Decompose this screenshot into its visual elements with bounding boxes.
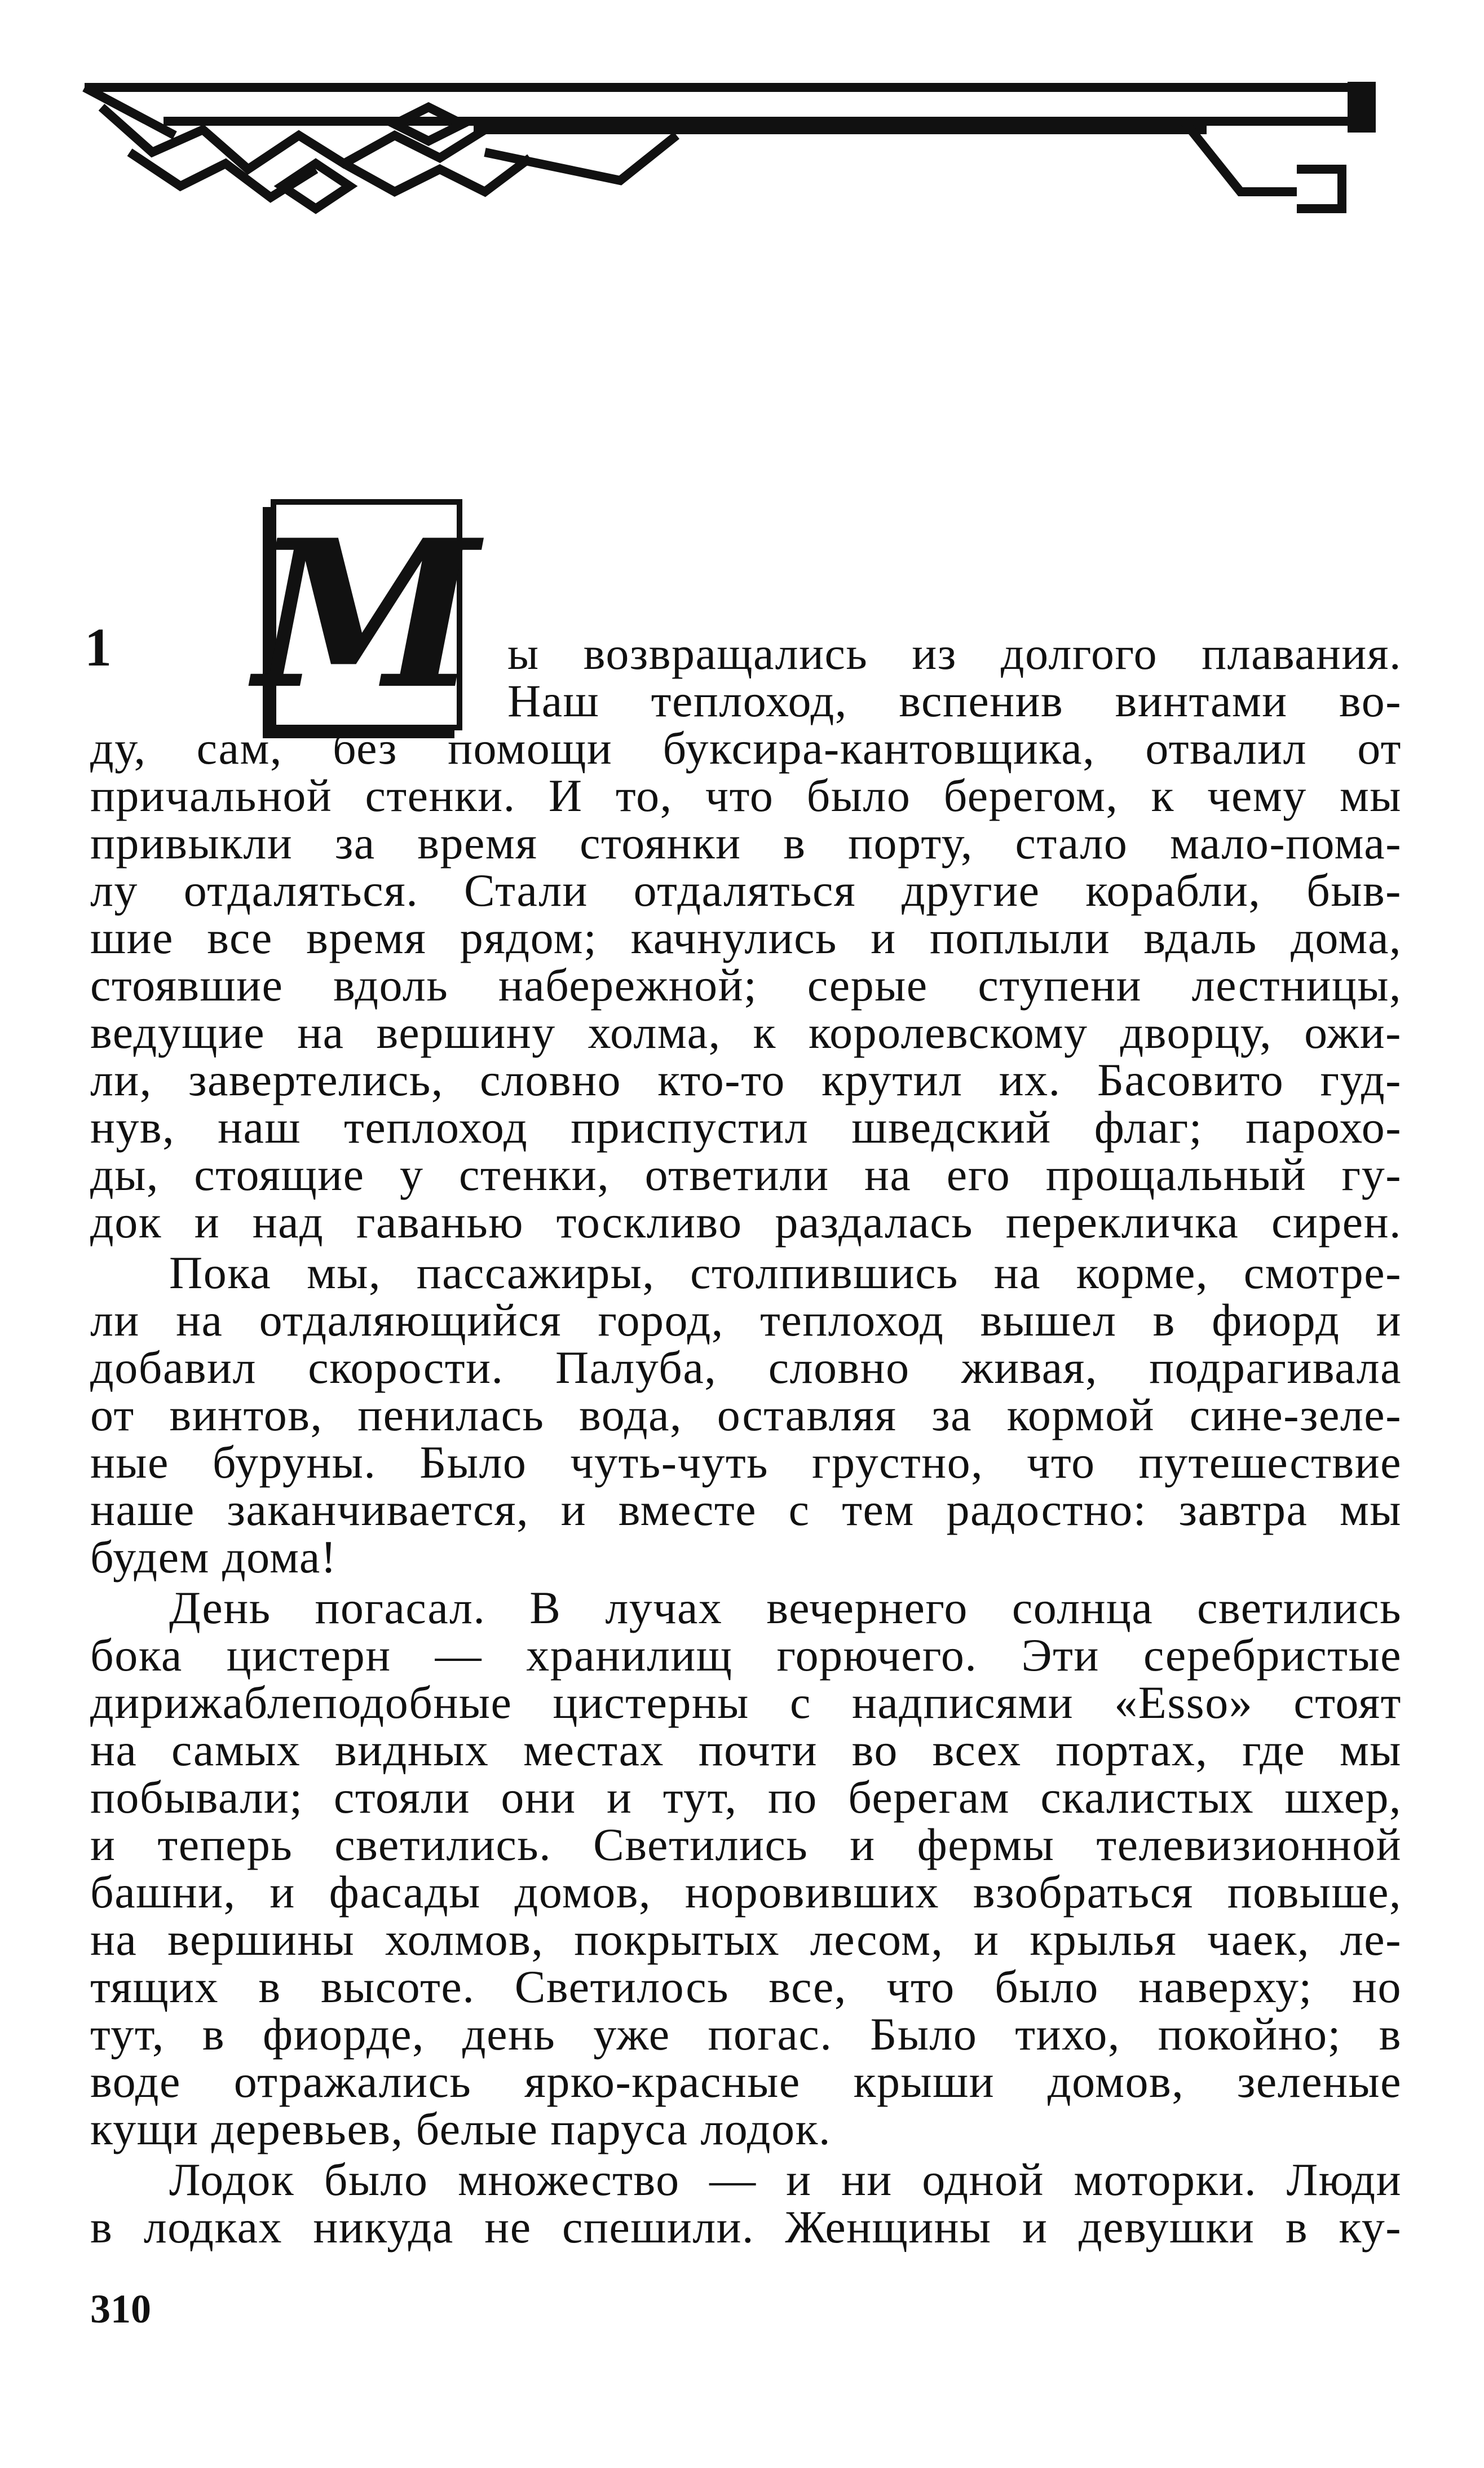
text-line: ли на отдаляющийся город, теплоход вышел в фиорд и (90, 1294, 1402, 1346)
text-line: привыкли за время стоянки в порту, стало мало-пома- (90, 817, 1402, 869)
header-ornament (79, 68, 1387, 214)
text-line: День погасал. В лучах вечернего солнца светились (169, 1582, 1402, 1633)
text-line: будем дома! (90, 1531, 337, 1583)
text-line: кущи деревьев, белые паруса лодок. (90, 2103, 831, 2154)
text-line: дирижаблеподобные цистерны с надписями «Esso» стоят (90, 1677, 1402, 1728)
dropcap-frame (254, 495, 479, 734)
text-line: лу отдаляться. Стали отдаляться другие корабли, быв- (90, 865, 1402, 916)
text-line: ды, стоящие у стенки, ответили на его прощальный гу- (90, 1149, 1402, 1200)
text-line: наше заканчивается, и вместе с тем радостно: завтра мы (90, 1484, 1402, 1535)
text-line: на самых видных местах почти во всех портах, где мы (90, 1724, 1402, 1775)
text-line: ду, сам, без помощи буксира-кантовщика, отвалил от (90, 722, 1402, 774)
text-line: Лодок было множество — и ни одной моторки. Люди (169, 2154, 1402, 2205)
text-line: нув, наш теплоход приспустил шведский флаг; парохо- (90, 1101, 1402, 1153)
text-line: ведущие на вершину холма, к королевскому дворцу, ожи- (90, 1007, 1402, 1058)
page-number: 310 (90, 2286, 151, 2332)
text-line: тут, в фиорде, день уже погас. Было тихо, покойно; в (90, 2008, 1402, 2060)
text-line: Пока мы, пассажиры, столпившись на корме, смотре- (169, 1247, 1402, 1298)
text-line: в лодках никуда не спешили. Женщины и девушки в ку- (90, 2201, 1402, 2253)
text-line: ные буруны. Было чуть-чуть грустно, что путешествие (90, 1436, 1402, 1488)
text-line: шие все время рядом; качнулись и поплыли вдаль дома, (90, 912, 1402, 963)
text-line: док и над гаванью тоскливо раздалась перекличка сирен. (90, 1196, 1402, 1248)
text-line: от винтов, пенилась вода, оставляя за кормой сине-зеле- (90, 1389, 1402, 1440)
text-line: тящих в высоте. Светилось все, что было наверху; но (90, 1961, 1402, 2012)
text-line: ли, завертелись, словно кто-то крутил их. Басовито гуд- (90, 1054, 1402, 1105)
text-line: воде отражались ярко-красные крыши домов, зеленые (90, 2056, 1402, 2107)
text-line: и теперь светились. Светились и фермы телевизионной (90, 1819, 1402, 1870)
chapter-number: 1 (85, 617, 112, 677)
text-line: побывали; стояли они и тут, по берегам скалистых шхер, (90, 1771, 1402, 1823)
text-line: на вершины холмов, покрытых лесом, и крылья чаек, ле- (90, 1914, 1402, 1965)
text-line: бока цистерн — хранилищ горючего. Эти серебристые (90, 1629, 1402, 1681)
text-line: Наш теплоход, вспенив винтами во- (507, 675, 1402, 726)
text-line: добавил скорости. Палуба, словно живая, подрагивала (90, 1342, 1402, 1393)
text-line: причальной стенки. И то, что было берегом, к чему мы (90, 770, 1402, 821)
text-line: стоявшие вдоль набережной; серые ступени лестницы, (90, 959, 1402, 1011)
text-line: ы возвращались из долгого плавания. (507, 628, 1402, 679)
text-line: башни, и фасады домов, норовивших взобраться повыше, (90, 1866, 1402, 1918)
dropcap-letter: М (254, 495, 479, 734)
